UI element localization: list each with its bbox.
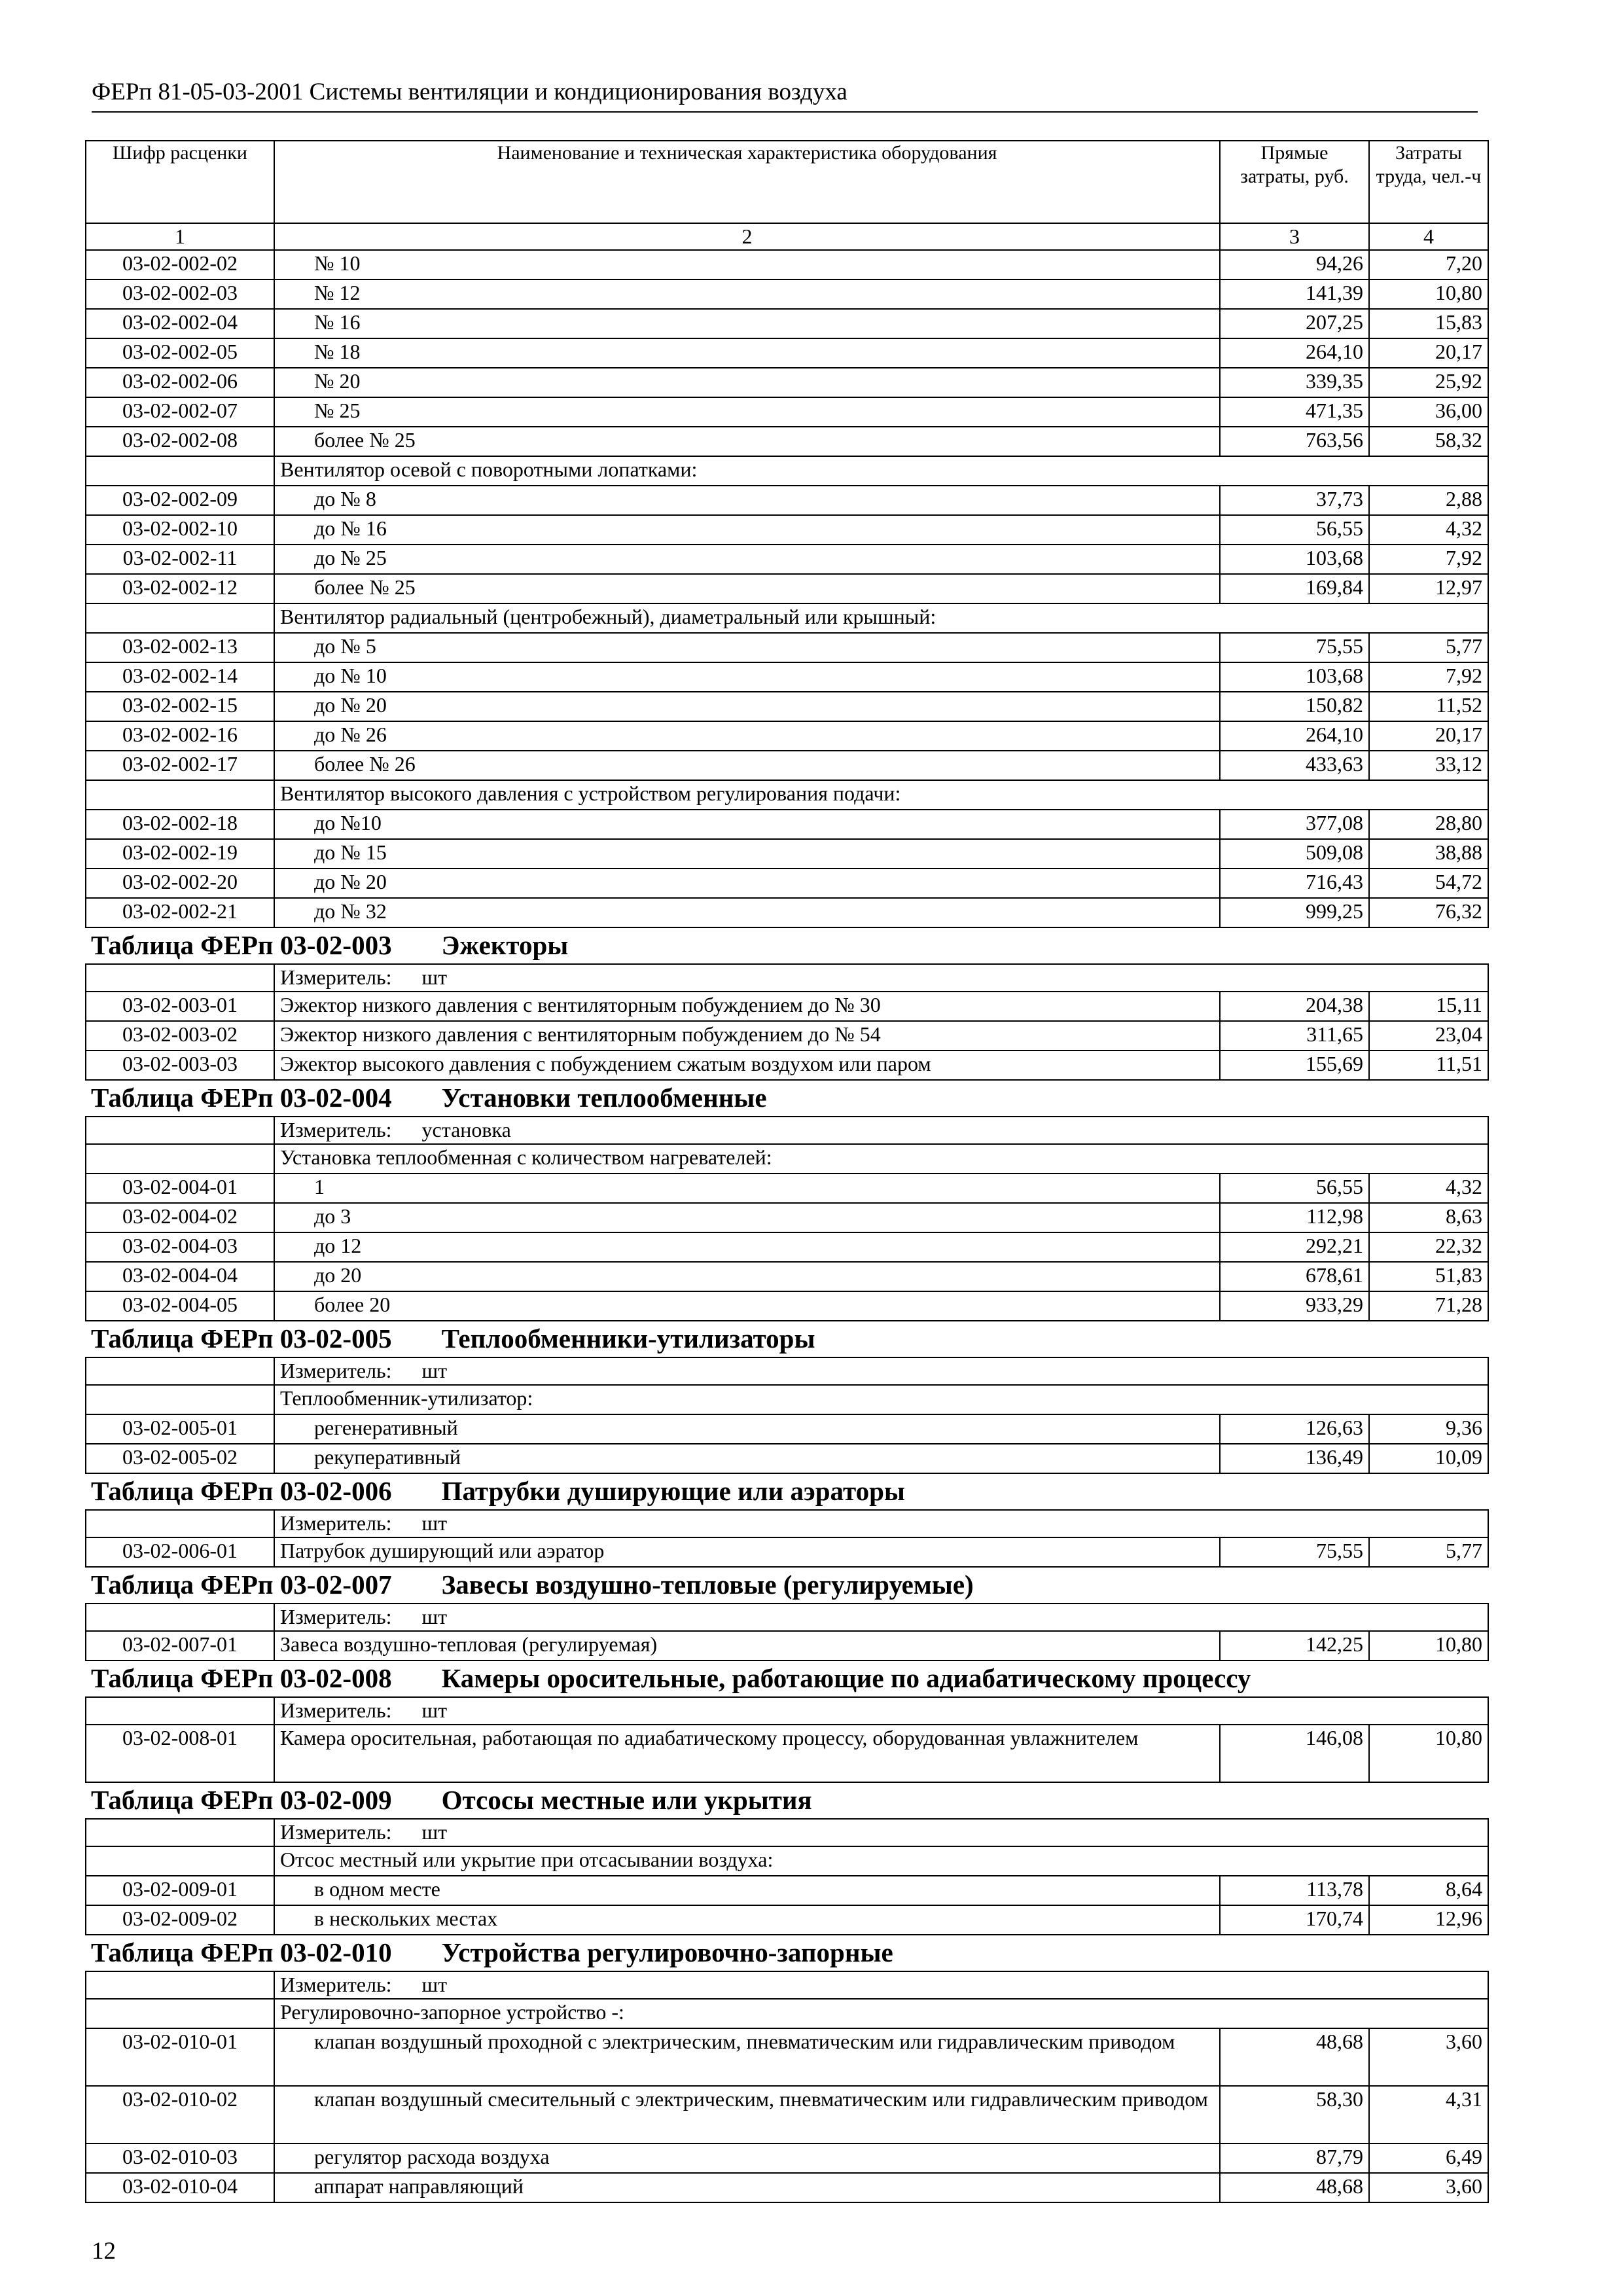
rate-code: 03-02-002-10 bbox=[86, 515, 274, 545]
subgroup-row bbox=[86, 1846, 1488, 1876]
labor-cost: 10,80 bbox=[1369, 1631, 1488, 1660]
labor-cost: 3,60 bbox=[1369, 2028, 1488, 2086]
rate-code: 03-02-010-04 bbox=[86, 2173, 274, 2202]
direct-cost: 56,55 bbox=[1220, 1174, 1369, 1203]
table-row bbox=[86, 1876, 1488, 1905]
labor-cost: 4,32 bbox=[1369, 1174, 1488, 1203]
direct-cost: 48,68 bbox=[1220, 2028, 1369, 2086]
measure-row bbox=[86, 1697, 1488, 1725]
direct-cost: 126,63 bbox=[1220, 1414, 1369, 1444]
direct-cost: 141,39 bbox=[1220, 279, 1369, 309]
item-name: до №10 bbox=[274, 810, 1220, 839]
direct-cost: 169,84 bbox=[1220, 574, 1369, 603]
direct-cost: 999,25 bbox=[1220, 898, 1369, 927]
table-row bbox=[86, 633, 1488, 662]
labor-cost: 10,09 bbox=[1369, 1444, 1488, 1473]
table-row bbox=[86, 1444, 1488, 1473]
item-name: до № 5 bbox=[274, 633, 1220, 662]
item-name: аппарат направляющий bbox=[274, 2173, 1220, 2202]
table-row bbox=[86, 545, 1488, 574]
rate-code: 03-02-007-01 bbox=[86, 1631, 274, 1660]
measure-label: Измеритель: bbox=[280, 1511, 392, 1535]
labor-cost: 8,64 bbox=[1369, 1876, 1488, 1905]
labor-cost: 7,92 bbox=[1369, 662, 1488, 692]
rate-code: 03-02-004-02 bbox=[86, 1203, 274, 1232]
labor-cost: 25,92 bbox=[1369, 368, 1488, 397]
table-name: Завесы воздушно-тепловые (регулируемые) bbox=[441, 1570, 974, 1600]
direct-cost: 58,30 bbox=[1220, 2086, 1369, 2144]
table-row bbox=[86, 279, 1488, 309]
table-title-row bbox=[86, 1567, 1488, 1604]
page-header: ФЕРп 81-05-03-2001 Системы вентиляции и кондиционирования воздуха bbox=[92, 77, 1478, 113]
rate-code: 03-02-002-14 bbox=[86, 662, 274, 692]
item-name: до № 15 bbox=[274, 839, 1220, 869]
item-name: 1 bbox=[274, 1174, 1220, 1203]
direct-cost: 207,25 bbox=[1220, 309, 1369, 338]
item-name: до № 25 bbox=[274, 545, 1220, 574]
item-name: до № 20 bbox=[274, 869, 1220, 898]
rate-code: 03-02-004-05 bbox=[86, 1291, 274, 1321]
table-row bbox=[86, 1021, 1488, 1050]
table-row bbox=[86, 397, 1488, 427]
table-title: Таблица ФЕРп 03-02-007 bbox=[91, 1570, 392, 1600]
rate-code: 03-02-004-04 bbox=[86, 1262, 274, 1291]
rate-code: 03-02-002-15 bbox=[86, 692, 274, 721]
table-name: Эжекторы bbox=[441, 930, 569, 960]
subgroup-label: Отсос местный или укрытие при отсасывании воздуха: bbox=[274, 1846, 1488, 1876]
direct-cost: 150,82 bbox=[1220, 692, 1369, 721]
rate-code: 03-02-002-17 bbox=[86, 751, 274, 780]
rate-code: 03-02-010-03 bbox=[86, 2144, 274, 2173]
direct-cost: 716,43 bbox=[1220, 869, 1369, 898]
table-title-row bbox=[86, 1782, 1488, 1819]
table-row bbox=[86, 2144, 1488, 2173]
item-name: более № 25 bbox=[274, 574, 1220, 603]
table-row bbox=[86, 1203, 1488, 1232]
direct-cost: 103,68 bbox=[1220, 662, 1369, 692]
direct-cost: 103,68 bbox=[1220, 545, 1369, 574]
table-row bbox=[86, 574, 1488, 603]
measure-row bbox=[86, 1510, 1488, 1537]
rate-code: 03-02-002-12 bbox=[86, 574, 274, 603]
table-title: Таблица ФЕРп 03-02-005 bbox=[91, 1323, 392, 1354]
table-row bbox=[86, 1414, 1488, 1444]
labor-cost: 12,96 bbox=[1369, 1905, 1488, 1935]
rate-code: 03-02-002-13 bbox=[86, 633, 274, 662]
subgroup-row bbox=[86, 456, 1488, 486]
table-row bbox=[86, 1262, 1488, 1291]
measure-label: Измеритель: bbox=[280, 1118, 392, 1141]
labor-cost: 20,17 bbox=[1369, 338, 1488, 368]
direct-cost: 155,69 bbox=[1220, 1050, 1369, 1080]
table-row bbox=[86, 1537, 1488, 1567]
price-table bbox=[85, 140, 1489, 2203]
measure-row bbox=[86, 1971, 1488, 1999]
labor-cost: 9,36 bbox=[1369, 1414, 1488, 1444]
labor-cost: 7,20 bbox=[1369, 250, 1488, 279]
measure-row bbox=[86, 964, 1488, 992]
direct-cost: 112,98 bbox=[1220, 1203, 1369, 1232]
table-row bbox=[86, 1291, 1488, 1321]
direct-cost: 264,10 bbox=[1220, 338, 1369, 368]
measure-unit: шт bbox=[421, 1698, 448, 1722]
labor-cost: 38,88 bbox=[1369, 839, 1488, 869]
direct-cost: 264,10 bbox=[1220, 721, 1369, 751]
measure-label: Измеритель: bbox=[280, 965, 392, 989]
rate-code: 03-02-010-02 bbox=[86, 2086, 274, 2144]
labor-cost: 76,32 bbox=[1369, 898, 1488, 927]
rate-code: 03-02-009-01 bbox=[86, 1876, 274, 1905]
labor-cost: 8,63 bbox=[1369, 1203, 1488, 1232]
direct-cost: 113,78 bbox=[1220, 1876, 1369, 1905]
table-row bbox=[86, 338, 1488, 368]
item-name: более 20 bbox=[274, 1291, 1220, 1321]
direct-cost: 142,25 bbox=[1220, 1631, 1369, 1660]
item-name: регулятор расхода воздуха bbox=[274, 2144, 1220, 2173]
column-number-row bbox=[86, 223, 1488, 250]
table-name: Устройства регулировочно-запорные bbox=[441, 1937, 893, 1967]
rate-code: 03-02-002-08 bbox=[86, 427, 274, 456]
direct-cost: 311,65 bbox=[1220, 1021, 1369, 1050]
labor-cost: 10,80 bbox=[1369, 279, 1488, 309]
direct-cost: 87,79 bbox=[1220, 2144, 1369, 2173]
table-row bbox=[86, 2086, 1488, 2144]
rate-code: 03-02-002-05 bbox=[86, 338, 274, 368]
page-number: 12 bbox=[92, 2238, 116, 2265]
labor-cost: 71,28 bbox=[1369, 1291, 1488, 1321]
measure-unit: шт bbox=[421, 1605, 448, 1628]
table-title: Таблица ФЕРп 03-02-006 bbox=[91, 1476, 392, 1506]
rate-code: 03-02-002-07 bbox=[86, 397, 274, 427]
direct-cost: 339,35 bbox=[1220, 368, 1369, 397]
labor-cost: 23,04 bbox=[1369, 1021, 1488, 1050]
measure-label: Измеритель: bbox=[280, 1605, 392, 1628]
item-name: в одном месте bbox=[274, 1876, 1220, 1905]
labor-cost: 15,83 bbox=[1369, 309, 1488, 338]
col-header-name: Наименование и техническая характеристика оборудования bbox=[274, 141, 1220, 223]
item-name: до 20 bbox=[274, 1262, 1220, 1291]
rate-code: 03-02-005-01 bbox=[86, 1414, 274, 1444]
direct-cost: 146,08 bbox=[1220, 1725, 1369, 1782]
item-name: более № 25 bbox=[274, 427, 1220, 456]
item-name: регенеративный bbox=[274, 1414, 1220, 1444]
direct-cost: 471,35 bbox=[1220, 397, 1369, 427]
table-row bbox=[86, 250, 1488, 279]
table-row bbox=[86, 2173, 1488, 2202]
rate-code: 03-02-009-02 bbox=[86, 1905, 274, 1935]
labor-cost: 20,17 bbox=[1369, 721, 1488, 751]
labor-cost: 15,11 bbox=[1369, 992, 1488, 1021]
rate-code: 03-02-002-16 bbox=[86, 721, 274, 751]
labor-cost: 58,32 bbox=[1369, 427, 1488, 456]
table-row bbox=[86, 1905, 1488, 1935]
item-name: до № 8 bbox=[274, 486, 1220, 515]
rate-code: 03-02-002-20 bbox=[86, 869, 274, 898]
rate-code: 03-02-002-11 bbox=[86, 545, 274, 574]
direct-cost: 37,73 bbox=[1220, 486, 1369, 515]
table-row bbox=[86, 692, 1488, 721]
rate-code: 03-02-010-01 bbox=[86, 2028, 274, 2086]
direct-cost: 170,74 bbox=[1220, 1905, 1369, 1935]
table-title: Таблица ФЕРп 03-02-008 bbox=[91, 1663, 392, 1693]
labor-cost: 5,77 bbox=[1369, 633, 1488, 662]
table-title: Таблица ФЕРп 03-02-004 bbox=[91, 1083, 392, 1113]
table-title: Таблица ФЕРп 03-02-003 bbox=[91, 930, 392, 960]
table-name: Теплообменники-утилизаторы bbox=[441, 1323, 815, 1354]
measure-unit: шт bbox=[421, 965, 448, 989]
table-name: Установки теплообменные bbox=[441, 1083, 767, 1113]
labor-cost: 4,31 bbox=[1369, 2086, 1488, 2144]
table-row bbox=[86, 486, 1488, 515]
item-name: до № 32 bbox=[274, 898, 1220, 927]
measure-label: Измеритель: bbox=[280, 1973, 392, 1996]
labor-cost: 28,80 bbox=[1369, 810, 1488, 839]
item-name: Эжектор низкого давления с вентиляторным побуждением до № 30 bbox=[274, 992, 1220, 1021]
labor-cost: 11,52 bbox=[1369, 692, 1488, 721]
item-name: до № 16 bbox=[274, 515, 1220, 545]
rate-code: 03-02-003-02 bbox=[86, 1021, 274, 1050]
measure-label: Измеритель: bbox=[280, 1359, 392, 1382]
labor-cost: 36,00 bbox=[1369, 397, 1488, 427]
rate-code: 03-02-002-02 bbox=[86, 250, 274, 279]
table-row bbox=[86, 662, 1488, 692]
table-row bbox=[86, 992, 1488, 1021]
table-row bbox=[86, 2028, 1488, 2086]
table-title-row bbox=[86, 1321, 1488, 1357]
table-title-row bbox=[86, 1080, 1488, 1117]
col-header-code: Шифр расценки bbox=[86, 141, 274, 223]
table-row bbox=[86, 721, 1488, 751]
item-name: в нескольких местах bbox=[274, 1905, 1220, 1935]
measure-row bbox=[86, 1604, 1488, 1631]
item-name: Патрубок душирующий или аэратор bbox=[274, 1537, 1220, 1567]
measure-label: Измеритель: bbox=[280, 1820, 392, 1844]
table-row bbox=[86, 368, 1488, 397]
subgroup-label: Установка теплообменная с количеством нагревателей: bbox=[274, 1144, 1488, 1174]
table-title-row bbox=[86, 1473, 1488, 1510]
column-header-row bbox=[86, 141, 1488, 223]
labor-cost: 2,88 bbox=[1369, 486, 1488, 515]
measure-row bbox=[86, 1117, 1488, 1144]
table-name: Отсосы местные или укрытия bbox=[441, 1785, 812, 1815]
direct-cost: 75,55 bbox=[1220, 1537, 1369, 1567]
subgroup-label: Вентилятор высокого давления с устройством регулирования подачи: bbox=[274, 780, 1488, 810]
item-name: Камера оросительная, работающая по адиабатическому процессу, оборудованная увлажнителем bbox=[274, 1725, 1220, 1782]
measure-row bbox=[86, 1357, 1488, 1385]
item-name: № 25 bbox=[274, 397, 1220, 427]
col-number: 2 bbox=[274, 223, 1220, 250]
subgroup-row bbox=[86, 1999, 1488, 2028]
item-name: до 3 bbox=[274, 1203, 1220, 1232]
labor-cost: 33,12 bbox=[1369, 751, 1488, 780]
subgroup-row bbox=[86, 603, 1488, 633]
rate-code: 03-02-002-09 bbox=[86, 486, 274, 515]
item-name: Завеса воздушно-тепловая (регулируемая) bbox=[274, 1631, 1220, 1660]
direct-cost: 292,21 bbox=[1220, 1232, 1369, 1262]
rate-code: 03-02-002-19 bbox=[86, 839, 274, 869]
direct-cost: 509,08 bbox=[1220, 839, 1369, 869]
rate-code: 03-02-008-01 bbox=[86, 1725, 274, 1782]
table-row bbox=[86, 839, 1488, 869]
labor-cost: 12,97 bbox=[1369, 574, 1488, 603]
labor-cost: 51,83 bbox=[1369, 1262, 1488, 1291]
measure-row bbox=[86, 1819, 1488, 1846]
labor-cost: 6,49 bbox=[1369, 2144, 1488, 2173]
table-row bbox=[86, 810, 1488, 839]
table-row bbox=[86, 309, 1488, 338]
table-row bbox=[86, 1725, 1488, 1782]
rate-code: 03-02-005-02 bbox=[86, 1444, 274, 1473]
direct-cost: 678,61 bbox=[1220, 1262, 1369, 1291]
subgroup-label: Вентилятор радиальный (центробежный), диаметральный или крышный: bbox=[274, 603, 1488, 633]
col-number: 4 bbox=[1369, 223, 1488, 250]
table-title-row bbox=[86, 927, 1488, 964]
item-name: № 16 bbox=[274, 309, 1220, 338]
subgroup-row bbox=[86, 1385, 1488, 1414]
table-row bbox=[86, 1050, 1488, 1080]
item-name: клапан воздушный проходной с электрическим, пневматическим или гидравлическим приводом bbox=[274, 2028, 1220, 2086]
item-name: № 18 bbox=[274, 338, 1220, 368]
measure-unit: установка bbox=[421, 1118, 511, 1141]
subgroup-row bbox=[86, 1144, 1488, 1174]
direct-cost: 933,29 bbox=[1220, 1291, 1369, 1321]
direct-cost: 136,49 bbox=[1220, 1444, 1369, 1473]
table-row bbox=[86, 427, 1488, 456]
table-row bbox=[86, 515, 1488, 545]
item-name: № 12 bbox=[274, 279, 1220, 309]
direct-cost: 377,08 bbox=[1220, 810, 1369, 839]
measure-label: Измеритель: bbox=[280, 1698, 392, 1722]
rate-code: 03-02-003-01 bbox=[86, 992, 274, 1021]
table-row bbox=[86, 1631, 1488, 1660]
direct-cost: 75,55 bbox=[1220, 633, 1369, 662]
table-name: Камеры оросительные, работающие по адиабатическому процессу bbox=[441, 1663, 1251, 1693]
table-row bbox=[86, 1232, 1488, 1262]
subgroup-label: Вентилятор осевой с поворотными лопатками: bbox=[274, 456, 1488, 486]
labor-cost: 11,51 bbox=[1369, 1050, 1488, 1080]
table-row bbox=[86, 869, 1488, 898]
table-row bbox=[86, 898, 1488, 927]
subgroup-label: Теплообменник-утилизатор: bbox=[274, 1385, 1488, 1414]
direct-cost: 763,56 bbox=[1220, 427, 1369, 456]
labor-cost: 10,80 bbox=[1369, 1725, 1488, 1782]
rate-code: 03-02-002-04 bbox=[86, 309, 274, 338]
rate-code: 03-02-004-01 bbox=[86, 1174, 274, 1203]
item-name: клапан воздушный смесительный с электрическим, пневматическим или гидравлическим приводом bbox=[274, 2086, 1220, 2144]
item-name: до № 10 bbox=[274, 662, 1220, 692]
table-title-row bbox=[86, 1935, 1488, 1971]
measure-unit: шт bbox=[421, 1820, 448, 1844]
labor-cost: 7,92 bbox=[1369, 545, 1488, 574]
measure-unit: шт bbox=[421, 1511, 448, 1535]
direct-cost: 433,63 bbox=[1220, 751, 1369, 780]
item-name: до 12 bbox=[274, 1232, 1220, 1262]
labor-cost: 22,32 bbox=[1369, 1232, 1488, 1262]
direct-cost: 94,26 bbox=[1220, 250, 1369, 279]
item-name: до № 20 bbox=[274, 692, 1220, 721]
rate-code: 03-02-002-03 bbox=[86, 279, 274, 309]
col-header-labor: Затраты труда, чел.-ч bbox=[1369, 141, 1488, 223]
direct-cost: 48,68 bbox=[1220, 2173, 1369, 2202]
item-name: № 20 bbox=[274, 368, 1220, 397]
item-name: рекуперативный bbox=[274, 1444, 1220, 1473]
rate-code: 03-02-003-03 bbox=[86, 1050, 274, 1080]
item-name: Эжектор низкого давления с вентиляторным побуждением до № 54 bbox=[274, 1021, 1220, 1050]
item-name: Эжектор высокого давления с побуждением сжатым воздухом или паром bbox=[274, 1050, 1220, 1080]
subgroup-label: Регулировочно-запорное устройство -: bbox=[274, 1999, 1488, 2028]
labor-cost: 5,77 bbox=[1369, 1537, 1488, 1567]
measure-unit: шт bbox=[421, 1973, 448, 1996]
item-name: более № 26 bbox=[274, 751, 1220, 780]
rate-code: 03-02-004-03 bbox=[86, 1232, 274, 1262]
table-title: Таблица ФЕРп 03-02-010 bbox=[91, 1937, 392, 1967]
col-number: 3 bbox=[1220, 223, 1369, 250]
rate-code: 03-02-006-01 bbox=[86, 1537, 274, 1567]
subgroup-row bbox=[86, 780, 1488, 810]
table-row bbox=[86, 1174, 1488, 1203]
table-title-row bbox=[86, 1660, 1488, 1697]
table-row bbox=[86, 751, 1488, 780]
direct-cost: 56,55 bbox=[1220, 515, 1369, 545]
col-number: 1 bbox=[86, 223, 274, 250]
direct-cost: 204,38 bbox=[1220, 992, 1369, 1021]
table-name: Патрубки душирующие или аэраторы bbox=[441, 1476, 905, 1506]
labor-cost: 54,72 bbox=[1369, 869, 1488, 898]
table-title: Таблица ФЕРп 03-02-009 bbox=[91, 1785, 392, 1815]
labor-cost: 3,60 bbox=[1369, 2173, 1488, 2202]
measure-unit: шт bbox=[421, 1359, 448, 1382]
rate-code: 03-02-002-06 bbox=[86, 368, 274, 397]
rate-code: 03-02-002-18 bbox=[86, 810, 274, 839]
item-name: до № 26 bbox=[274, 721, 1220, 751]
col-header-cost: Прямые затраты, руб. bbox=[1220, 141, 1369, 223]
rate-code: 03-02-002-21 bbox=[86, 898, 274, 927]
labor-cost: 4,32 bbox=[1369, 515, 1488, 545]
item-name: № 10 bbox=[274, 250, 1220, 279]
